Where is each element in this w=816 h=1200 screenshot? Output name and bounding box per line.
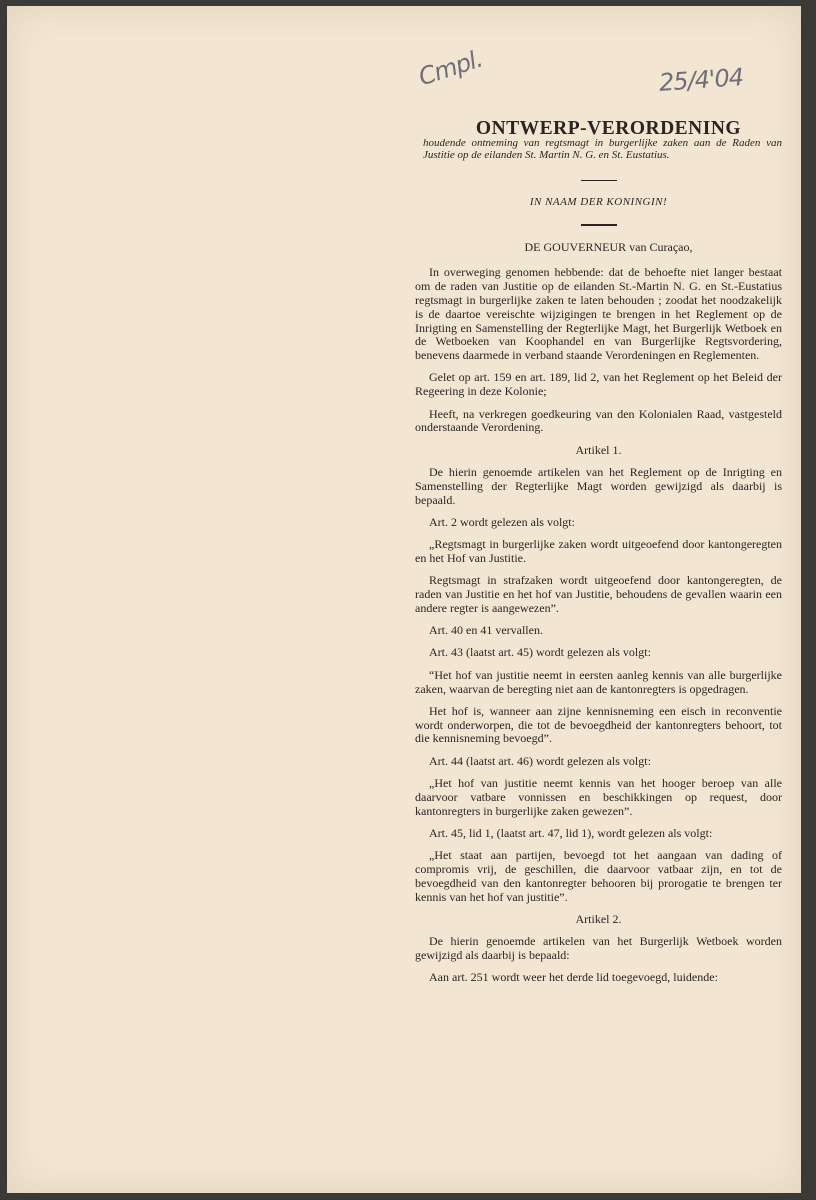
paragraph: De hierin genoemde artikelen van het Reglement op de Inrigting en Samenstelling der Regterlijke Magt worden gewijzigd als daarbij is bepaald. (415, 464, 782, 507)
invocation: IN NAAM DER KONINGIN! (529, 196, 668, 209)
text-column (415, 116, 782, 994)
paragraph: „Het hof van justitie neemt kennis van het hooger beroep van alle daarvoor vatbare vonnissen en beschikkingen op request, door kantonregters in burgerlijke zaken gewezen”. (415, 776, 782, 818)
paragraph: Art. 45, lid 1, (laatst art. 47, lid 1), wordt gelezen als volgt: (429, 825, 713, 840)
handwritten-date: 25/4'04 (658, 63, 744, 97)
document-subtitle: houdende ontneming van regtsmagt in burgerlijke zaken aan de Raden van Justitie op de eilanden St. Martin N. G. en St. Eustatius. (423, 136, 782, 162)
handwritten-note: Cmpl. (415, 44, 486, 92)
paragraph: De hierin genoemde artikelen van het Burgerlijk Wetboek worden gewijzigd als daarbij is bepaald: (415, 934, 782, 962)
document-title: ONTWERP-VERORDENING (475, 118, 742, 139)
article-heading: Artikel 1. (575, 442, 622, 457)
paragraph: Het hof is, wanneer aan zijne kennisneming een eisch in reconventie wordt onderworpen, die tot de bevoegdheid der kantonregters behoort, tot die kennisneming bevoegd”. (415, 703, 782, 746)
paragraph: „Regtsmagt in burgerlijke zaken wordt uitgeoefend door kantongeregten en het Hof van Justitie. (415, 537, 782, 565)
paragraph: Heeft, na verkregen goedkeuring van den Kolonialen Raad, vastgesteld onderstaande Verordening. (415, 406, 782, 435)
document-page (7, 6, 801, 1193)
paragraph: Aan art. 251 wordt weer het derde lid toegevoegd, luidende: (429, 970, 718, 985)
divider (581, 224, 617, 226)
paragraph: Art. 2 wordt gelezen als volgt: (429, 514, 575, 529)
paragraph: Art. 40 en 41 vervallen. (429, 623, 543, 638)
paragraph: Art. 44 (laatst art. 46) wordt gelezen als volgt: (429, 753, 651, 768)
paragraph: Regtsmagt in strafzaken wordt uitgeoefend door kantongeregten, de raden van Justitie en het hof van Justitie, behoudens de gevallen waarin een andere regter is aangewezen”. (415, 573, 782, 615)
paragraph: “Het hof van justitie neemt in eersten aanleg kennis van alle burgerlijke zaken, waarvan de beregting niet aan de kantonregters is opgedragen. (415, 667, 782, 696)
paragraph: Art. 43 (laatst art. 45) wordt gelezen als volgt: (429, 645, 651, 660)
paragraph: „Het staat aan partijen, bevoegd tot het aangaan van dading of compromis vrij, de geschillen, die daarvoor vatbaar zijn, en tot de bevoegdheid van den kantonregter behooren bij prorogatie te brengen ter kennis van het hof van justitie”. (415, 848, 782, 904)
paragraph: In overweging genomen hebbende: dat de behoefte niet langer bestaat om de raden van Justitie op de eilanden St.-Martin N. G. en St.-Eustatius regtsmagt in burgerlijke zaken te laten behouden ; zoodat het noodzakelijk is de daartoe vereischte wijzigingen te brengen in het Reglement op de Inrigting en Samenstelling der Regterlijke Magt, het Burgerlijk Wetboek en de Wetboeken van Koophandel en van Burgerlijke Regtsvordering, benevens daarmede in verband staande Verordeningen en Reglementen. (415, 265, 782, 363)
governor-line: DE GOUVERNEUR van Curaçao, (524, 239, 693, 254)
divider (581, 180, 617, 182)
paragraph: Gelet op art. 159 en art. 189, lid 2, van het Reglement op het Beleid der Regeering in deze Kolonie; (415, 370, 782, 399)
article-heading: Artikel 2. (575, 911, 622, 926)
